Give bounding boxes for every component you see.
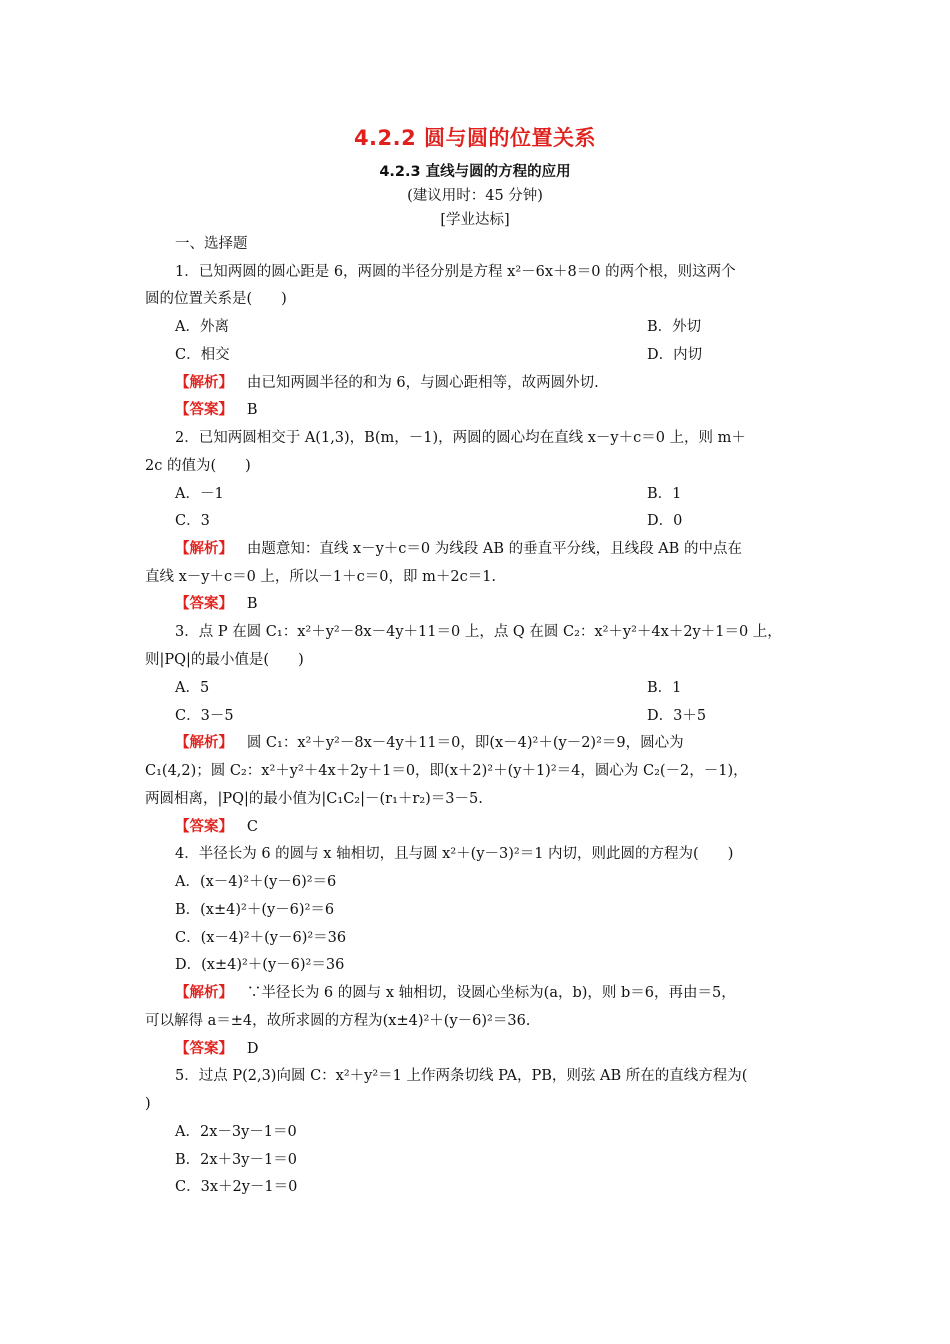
q4-answer-value: D <box>246 1041 259 1057</box>
q5-option-b: B．2x＋3y－1＝0 <box>175 1152 297 1168</box>
q4-option-a: A．(x－4)²＋(y－6)²＝6 <box>175 874 337 890</box>
q4-analysis-text-2: 可以解得 a＝±4，故所求圆的方程为(x±4)²＋(y－6)²＝36. <box>145 1013 531 1029</box>
q3-analysis-text-1: 圆 C₁：x²＋y²－8x－4y＋11＝0，即(x－4)²＋(y－2)²＝9，圆心为 <box>246 735 684 751</box>
q4-answer <box>175 1039 840 1059</box>
q1-option-b: B．外切 <box>647 319 702 335</box>
q3-option-d: D．3＋5 <box>647 708 707 724</box>
q4-option-b: B．(x±4)²＋(y－6)²＝6 <box>175 902 335 918</box>
q1-option-a: A．外离 <box>175 319 229 335</box>
q4-analysis-text-1: ∵半径长为 6 的圆与 x 轴相切，设圆心坐标为(a，b)，则 b＝6，再由＝5， <box>246 985 736 1001</box>
answer-label: 【答案】 <box>175 819 233 835</box>
q3-analysis-text-3: 两圆相离，|PQ|的最小值为|C₁C₂|－(r₁＋r₂)＝3－5. <box>145 791 483 807</box>
q4-stem-line1: 4．半径长为 6 的圆与 x 轴相切，且与圆 x²＋(y－3)²＝1 内切，则此圆的方程为( ) <box>175 846 734 862</box>
q5-option-a: A．2x－3y－1＝0 <box>175 1124 297 1140</box>
q4-option-c: C．(x－4)²＋(y－6)²＝36 <box>175 930 347 946</box>
q2-option-a: A．－1 <box>175 486 224 502</box>
q3-stem-line2: 则|PQ|的最小值是( ) <box>145 652 304 668</box>
q3-options-row2 <box>175 706 840 726</box>
q3-option-a: A．5 <box>175 680 210 696</box>
q2-option-c: C．3 <box>175 513 210 529</box>
level-label: [学业达标] <box>440 212 510 228</box>
q3-analysis-text-2: C₁(4,2)；圆 C₂：x²＋y²＋4x＋2y＋1＝0，即(x＋2)²＋(y＋1)²＝4，圆心为 C₂(－2，－1)， <box>145 763 748 779</box>
q2-analysis-text-1: 由题意知：直线 x－y＋c＝0 为线段 AB 的垂直平分线，且线段 AB 的中点在 <box>246 541 742 557</box>
q3-stem-line1: 3．点 P 在圆 C₁：x²＋y²－8x－4y＋11＝0 上，点 Q 在圆 C₂：x²＋y²＋4x＋2y＋1＝0 上， <box>175 624 782 640</box>
analysis-label: 【解析】 <box>175 375 233 391</box>
q5-stem-line2: ) <box>145 1096 151 1112</box>
analysis-label: 【解析】 <box>175 735 233 751</box>
q5-stem-line1: 5．过点 P(2,3)向圆 C：x²＋y²＝1 上作两条切线 PA，PB，则弦 AB 所在的直线方程为( <box>175 1068 748 1084</box>
q3-option-b: B．1 <box>647 680 682 696</box>
q2-answer-value: B <box>246 596 258 612</box>
q5-option-c: C．3x＋2y－1＝0 <box>175 1179 298 1195</box>
q3-answer-value: C <box>246 819 258 835</box>
q2-analysis-text-2: 直线 x－y＋c＝0 上，所以－1＋c＝0，即 m＋2c＝1. <box>145 569 497 585</box>
q1-stem-line2: 圆的位置关系是( ) <box>145 291 287 307</box>
answer-label: 【答案】 <box>175 596 233 612</box>
q2-stem-line1: 2．已知两圆相交于 A(1,3)，B(m，－1)，两圆的圆心均在直线 x－y＋c＝0 上，则 m＋ <box>175 430 746 446</box>
q1-analysis <box>175 373 840 393</box>
answer-label: 【答案】 <box>175 1041 233 1057</box>
answer-label: 【答案】 <box>175 402 233 418</box>
q2-option-b: B．1 <box>647 486 682 502</box>
q3-analysis <box>175 733 840 753</box>
q2-stem-line2: 2c 的值为( ) <box>145 458 251 474</box>
q2-options-row2 <box>175 511 840 531</box>
q2-option-d: D．0 <box>647 513 683 529</box>
q1-options-row1 <box>175 317 840 337</box>
q3-options-row1 <box>175 678 840 698</box>
time-note: (建议用时：45 分钟) <box>407 188 543 204</box>
page-subtitle: 4.2.3 直线与圆的方程的应用 <box>379 164 571 180</box>
q1-options-row2 <box>175 345 840 365</box>
q2-answer <box>175 594 840 614</box>
q4-option-d: D．(x±4)²＋(y－6)²＝36 <box>175 957 345 973</box>
q3-answer <box>175 817 840 837</box>
analysis-label: 【解析】 <box>175 985 233 1001</box>
q4-analysis <box>175 983 840 1003</box>
q1-analysis-text: 由已知两圆半径的和为 6，与圆心距相等，故两圆外切. <box>246 375 599 391</box>
q1-option-d: D．内切 <box>647 347 703 363</box>
q3-option-c: C．3－5 <box>175 708 234 724</box>
q1-option-c: C．相交 <box>175 347 230 363</box>
q1-stem-line1: 1．已知两圆的圆心距是 6，两圆的半径分别是方程 x²－6x＋8＝0 的两个根，则这两个 <box>175 264 736 280</box>
q1-answer <box>175 400 840 420</box>
q2-analysis <box>175 539 840 559</box>
analysis-label: 【解析】 <box>175 541 233 557</box>
page-title: 4.2.2 圆与圆的位置关系 <box>353 126 597 150</box>
section-heading: 一、选择题 <box>175 236 248 252</box>
q1-answer-value: B <box>246 402 258 418</box>
q2-options-row1 <box>175 484 840 504</box>
